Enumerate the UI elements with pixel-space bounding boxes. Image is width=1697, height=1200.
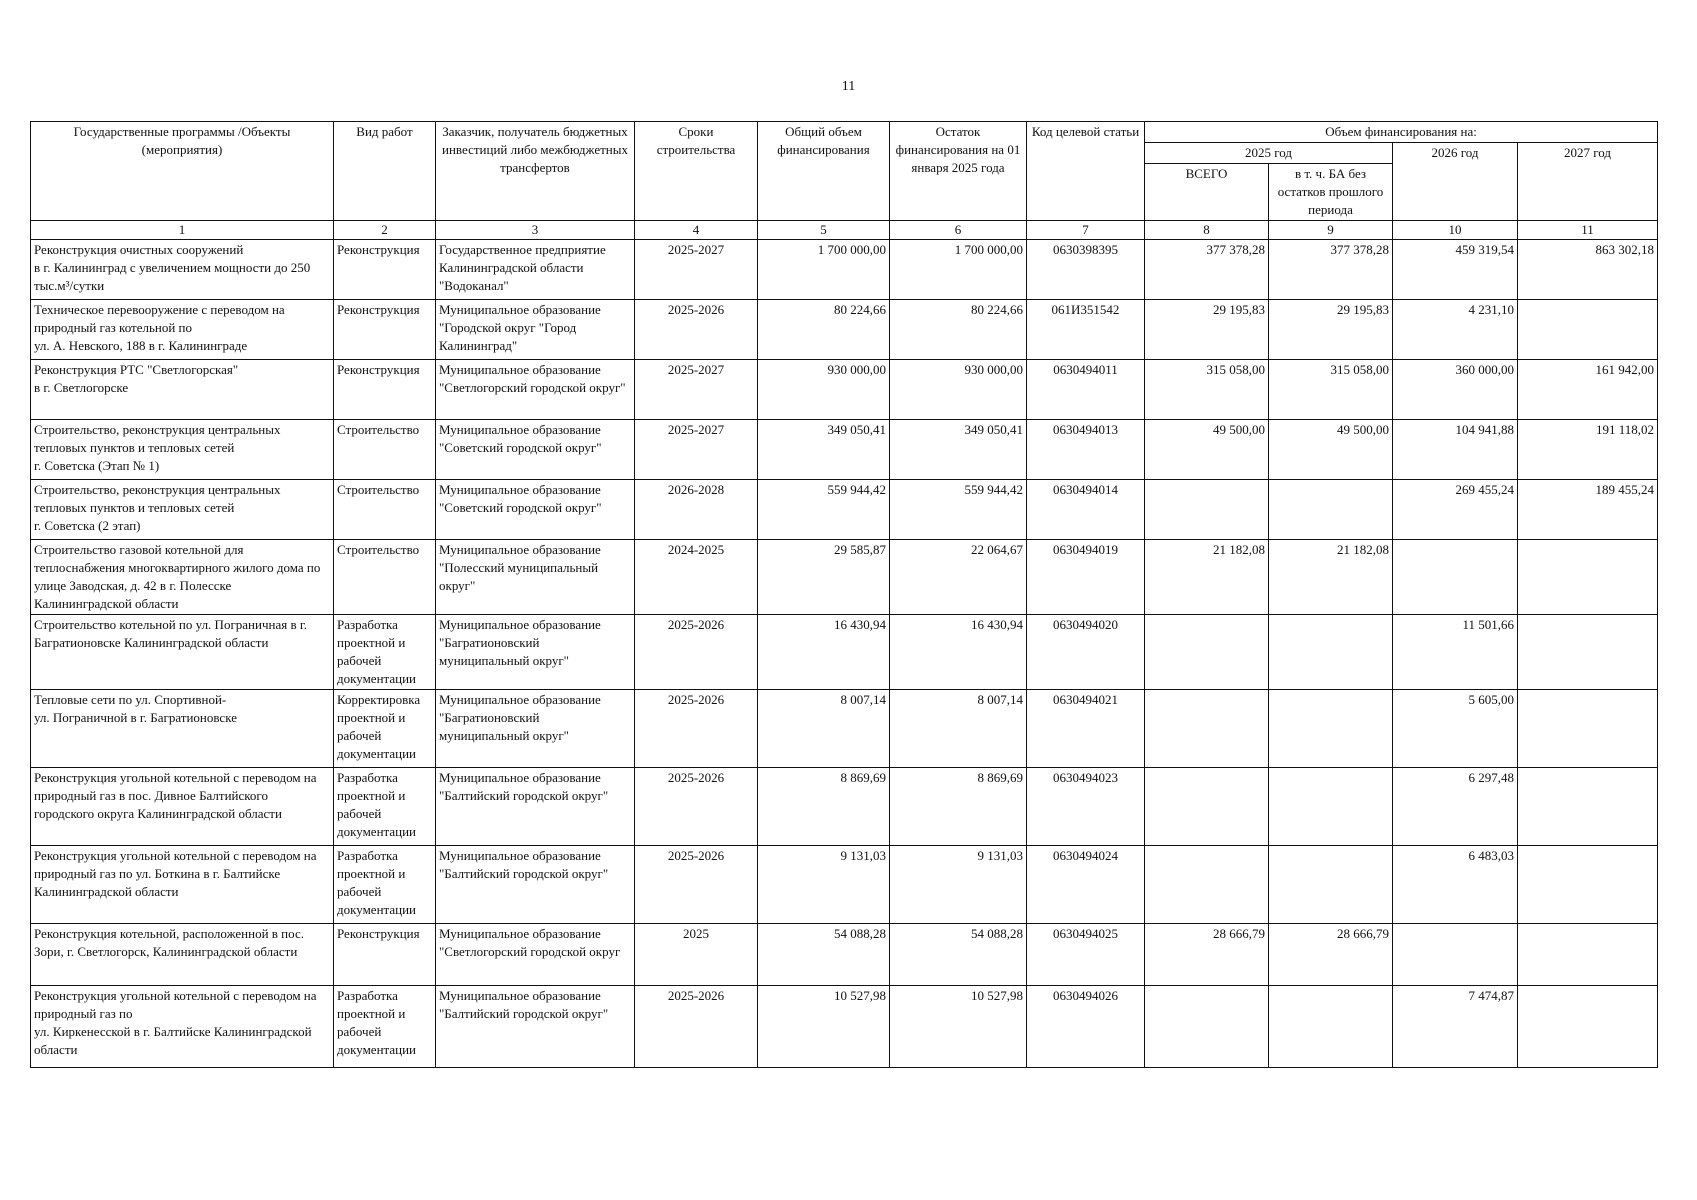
header-remainder: Остаток финансирования на 01 января 2025 года xyxy=(890,122,1027,221)
funding-2025-ba-cell: 377 378,28 xyxy=(1269,240,1393,300)
column-number: 2 xyxy=(334,221,436,240)
object-cell: Строительство, реконструкция центральных тепловых пунктов и тепловых сетей г. Советска (Этап № 1) xyxy=(31,420,334,480)
period-cell: 2024-2025 xyxy=(635,540,758,615)
customer-cell: Муниципальное образование "Багратионовский муниципальный округ" xyxy=(436,615,635,690)
funding-2027-cell xyxy=(1518,540,1658,615)
work-type-cell: Реконструкция xyxy=(334,360,436,420)
code-cell: 0630494021 xyxy=(1027,690,1145,768)
funding-2026-cell: 459 319,54 xyxy=(1393,240,1518,300)
column-number-row xyxy=(31,221,1658,240)
funding-2027-cell xyxy=(1518,768,1658,846)
funding-2026-cell: 11 501,66 xyxy=(1393,615,1518,690)
total-cell: 349 050,41 xyxy=(758,420,890,480)
funding-2027-cell xyxy=(1518,690,1658,768)
period-cell: 2025-2027 xyxy=(635,360,758,420)
funding-2025-ba-cell: 29 195,83 xyxy=(1269,300,1393,360)
total-cell: 80 224,66 xyxy=(758,300,890,360)
funding-2025-total-cell xyxy=(1145,690,1269,768)
customer-cell: Муниципальное образование "Багратионовский муниципальный округ" xyxy=(436,690,635,768)
customer-cell: Государственное предприятие Калининградской области "Водоканал" xyxy=(436,240,635,300)
funding-2027-cell xyxy=(1518,615,1658,690)
code-cell: 0630494013 xyxy=(1027,420,1145,480)
funding-2025-total-cell: 28 666,79 xyxy=(1145,924,1269,986)
funding-2025-ba-cell: 315 058,00 xyxy=(1269,360,1393,420)
funding-2027-cell xyxy=(1518,846,1658,924)
remainder-cell: 80 224,66 xyxy=(890,300,1027,360)
header-period: Сроки строительства xyxy=(635,122,758,221)
remainder-cell: 8 007,14 xyxy=(890,690,1027,768)
work-type-cell: Строительство xyxy=(334,420,436,480)
total-cell: 559 944,42 xyxy=(758,480,890,540)
column-number: 3 xyxy=(436,221,635,240)
funding-2025-ba-cell: 49 500,00 xyxy=(1269,420,1393,480)
total-cell: 10 527,98 xyxy=(758,986,890,1068)
work-type-cell: Реконструкция xyxy=(334,924,436,986)
funding-2025-total-cell xyxy=(1145,846,1269,924)
work-type-cell: Разработка проектной и рабочей документации xyxy=(334,986,436,1068)
total-cell: 54 088,28 xyxy=(758,924,890,986)
remainder-cell: 559 944,42 xyxy=(890,480,1027,540)
period-cell: 2025-2026 xyxy=(635,615,758,690)
table-row xyxy=(31,924,1658,986)
total-cell: 9 131,03 xyxy=(758,846,890,924)
column-number: 7 xyxy=(1027,221,1145,240)
code-cell: 0630494025 xyxy=(1027,924,1145,986)
table-row xyxy=(31,480,1658,540)
table-row xyxy=(31,690,1658,768)
work-type-cell: Строительство xyxy=(334,540,436,615)
period-cell: 2025-2026 xyxy=(635,846,758,924)
total-cell: 8 007,14 xyxy=(758,690,890,768)
remainder-cell: 349 050,41 xyxy=(890,420,1027,480)
total-cell: 16 430,94 xyxy=(758,615,890,690)
funding-2025-total-cell: 21 182,08 xyxy=(1145,540,1269,615)
work-type-cell: Реконструкция xyxy=(334,240,436,300)
header-total: Общий объем финансирования xyxy=(758,122,890,221)
table-row xyxy=(31,540,1658,615)
object-cell: Реконструкция угольной котельной с переводом на природный газ по ул. Киркенесской в г. Балтийске Калининградской области xyxy=(31,986,334,1068)
column-number: 10 xyxy=(1393,221,1518,240)
object-cell: Реконструкция очистных сооружений в г. Калининград с увеличением мощности до 250 тыс.м³/сутки xyxy=(31,240,334,300)
funding-2025-total-cell xyxy=(1145,615,1269,690)
customer-cell: Муниципальное образование "Балтийский городской округ" xyxy=(436,986,635,1068)
code-cell: 0630494011 xyxy=(1027,360,1145,420)
funding-2027-cell: 191 118,02 xyxy=(1518,420,1658,480)
remainder-cell: 10 527,98 xyxy=(890,986,1027,1068)
funding-2027-cell: 161 942,00 xyxy=(1518,360,1658,420)
funding-2026-cell: 6 483,03 xyxy=(1393,846,1518,924)
funding-2026-cell: 4 231,10 xyxy=(1393,300,1518,360)
funding-2025-ba-cell xyxy=(1269,690,1393,768)
funding-2025-ba-cell xyxy=(1269,846,1393,924)
table-row xyxy=(31,420,1658,480)
object-cell: Строительство газовой котельной для теплоснабжения многоквартирного жилого дома по улице Заводская, д. 42 в г. Полесске Калининградской области xyxy=(31,540,334,615)
customer-cell: Муниципальное образование "Советский городской округ" xyxy=(436,420,635,480)
column-number: 9 xyxy=(1269,221,1393,240)
header-funding: Объем финансирования на: xyxy=(1145,122,1658,143)
period-cell: 2025-2027 xyxy=(635,240,758,300)
customer-cell: Муниципальное образование "Полесский муниципальный округ" xyxy=(436,540,635,615)
customer-cell: Муниципальное образование "Балтийский городской округ" xyxy=(436,768,635,846)
financing-table xyxy=(30,121,1658,1068)
customer-cell: Муниципальное образование "Советский городской округ" xyxy=(436,480,635,540)
remainder-cell: 8 869,69 xyxy=(890,768,1027,846)
header-2025-ba: в т. ч. БА без остатков прошлого периода xyxy=(1269,164,1393,221)
header-2025-total: ВСЕГО xyxy=(1145,164,1269,221)
funding-2026-cell: 269 455,24 xyxy=(1393,480,1518,540)
remainder-cell: 930 000,00 xyxy=(890,360,1027,420)
period-cell: 2025-2026 xyxy=(635,690,758,768)
total-cell: 930 000,00 xyxy=(758,360,890,420)
column-number: 1 xyxy=(31,221,334,240)
code-cell: 0630494020 xyxy=(1027,615,1145,690)
period-cell: 2025-2026 xyxy=(635,986,758,1068)
funding-2026-cell xyxy=(1393,540,1518,615)
period-cell: 2025 xyxy=(635,924,758,986)
funding-2026-cell: 7 474,87 xyxy=(1393,986,1518,1068)
work-type-cell: Разработка проектной и рабочей документации xyxy=(334,846,436,924)
period-cell: 2025-2027 xyxy=(635,420,758,480)
object-cell: Техническое перевооружение с переводом на природный газ котельной по ул. А. Невского, 188 в г. Калининграде xyxy=(31,300,334,360)
funding-2025-total-cell xyxy=(1145,768,1269,846)
funding-2025-ba-cell: 28 666,79 xyxy=(1269,924,1393,986)
customer-cell: Муниципальное образование "Светлогорский городской округ xyxy=(436,924,635,986)
period-cell: 2026-2028 xyxy=(635,480,758,540)
header-code: Код целевой статьи xyxy=(1027,122,1145,221)
total-cell: 29 585,87 xyxy=(758,540,890,615)
work-type-cell: Корректировка проектной и рабочей документации xyxy=(334,690,436,768)
header-2027: 2027 год xyxy=(1518,143,1658,221)
funding-2025-ba-cell xyxy=(1269,480,1393,540)
code-cell: 0630494026 xyxy=(1027,986,1145,1068)
object-cell: Реконструкция котельной, расположенной в пос. Зори, г. Светлогорск, Калининградской области xyxy=(31,924,334,986)
remainder-cell: 54 088,28 xyxy=(890,924,1027,986)
column-number: 11 xyxy=(1518,221,1658,240)
object-cell: Тепловые сети по ул. Спортивной- ул. Пограничной в г. Багратионовске xyxy=(31,690,334,768)
table-row xyxy=(31,360,1658,420)
table-row xyxy=(31,986,1658,1068)
total-cell: 1 700 000,00 xyxy=(758,240,890,300)
funding-2027-cell xyxy=(1518,986,1658,1068)
funding-2027-cell: 189 455,24 xyxy=(1518,480,1658,540)
code-cell: 0630494019 xyxy=(1027,540,1145,615)
table-row xyxy=(31,300,1658,360)
funding-2026-cell xyxy=(1393,924,1518,986)
total-cell: 8 869,69 xyxy=(758,768,890,846)
header-2026: 2026 год xyxy=(1393,143,1518,221)
remainder-cell: 1 700 000,00 xyxy=(890,240,1027,300)
column-number: 5 xyxy=(758,221,890,240)
code-cell: 0630494023 xyxy=(1027,768,1145,846)
funding-2025-ba-cell xyxy=(1269,768,1393,846)
work-type-cell: Разработка проектной и рабочей документации xyxy=(334,615,436,690)
object-cell: Строительство, реконструкция центральных тепловых пунктов и тепловых сетей г. Советска (2 этап) xyxy=(31,480,334,540)
header-program: Государственные программы /Объекты (мероприятия) xyxy=(31,122,334,221)
object-cell: Строительство котельной по ул. Пограничная в г. Багратионовске Калининградской области xyxy=(31,615,334,690)
table-row xyxy=(31,615,1658,690)
work-type-cell: Строительство xyxy=(334,480,436,540)
funding-2025-total-cell xyxy=(1145,480,1269,540)
remainder-cell: 22 064,67 xyxy=(890,540,1027,615)
funding-2025-total-cell: 29 195,83 xyxy=(1145,300,1269,360)
funding-2026-cell: 5 605,00 xyxy=(1393,690,1518,768)
period-cell: 2025-2026 xyxy=(635,300,758,360)
header-customer: Заказчик, получатель бюджетных инвестиций либо межбюджетных трансфертов xyxy=(436,122,635,221)
page-number: 11 xyxy=(841,79,856,94)
code-cell: 0630494024 xyxy=(1027,846,1145,924)
table-body xyxy=(31,240,1658,1068)
funding-2025-total-cell: 377 378,28 xyxy=(1145,240,1269,300)
funding-2025-ba-cell xyxy=(1269,986,1393,1068)
period-cell: 2025-2026 xyxy=(635,768,758,846)
funding-2025-total-cell xyxy=(1145,986,1269,1068)
code-cell: 0630398395 xyxy=(1027,240,1145,300)
funding-2026-cell: 6 297,48 xyxy=(1393,768,1518,846)
funding-2025-total-cell: 49 500,00 xyxy=(1145,420,1269,480)
funding-2025-ba-cell: 21 182,08 xyxy=(1269,540,1393,615)
header-2025: 2025 год xyxy=(1145,143,1393,164)
funding-2027-cell xyxy=(1518,924,1658,986)
customer-cell: Муниципальное образование "Балтийский городской округ" xyxy=(436,846,635,924)
funding-2025-ba-cell xyxy=(1269,615,1393,690)
code-cell: 0630494014 xyxy=(1027,480,1145,540)
column-number: 8 xyxy=(1145,221,1269,240)
funding-2027-cell xyxy=(1518,300,1658,360)
funding-2025-total-cell: 315 058,00 xyxy=(1145,360,1269,420)
header-work-type: Вид работ xyxy=(334,122,436,221)
table-row xyxy=(31,240,1658,300)
object-cell: Реконструкция РТС "Светлогорская" в г. Светлогорске xyxy=(31,360,334,420)
object-cell: Реконструкция угольной котельной с переводом на природный газ в пос. Дивное Балтийского городского округа Калининградской области xyxy=(31,768,334,846)
customer-cell: Муниципальное образование "Городской округ "Город Калининград" xyxy=(436,300,635,360)
customer-cell: Муниципальное образование "Светлогорский городской округ" xyxy=(436,360,635,420)
table-row xyxy=(31,846,1658,924)
column-number: 4 xyxy=(635,221,758,240)
remainder-cell: 9 131,03 xyxy=(890,846,1027,924)
column-number: 6 xyxy=(890,221,1027,240)
funding-2026-cell: 360 000,00 xyxy=(1393,360,1518,420)
remainder-cell: 16 430,94 xyxy=(890,615,1027,690)
funding-2027-cell: 863 302,18 xyxy=(1518,240,1658,300)
object-cell: Реконструкция угольной котельной с переводом на природный газ по ул. Боткина в г. Балтийске Калининградской области xyxy=(31,846,334,924)
code-cell: 061И351542 xyxy=(1027,300,1145,360)
table-row xyxy=(31,768,1658,846)
work-type-cell: Реконструкция xyxy=(334,300,436,360)
work-type-cell: Разработка проектной и рабочей документации xyxy=(334,768,436,846)
funding-2026-cell: 104 941,88 xyxy=(1393,420,1518,480)
